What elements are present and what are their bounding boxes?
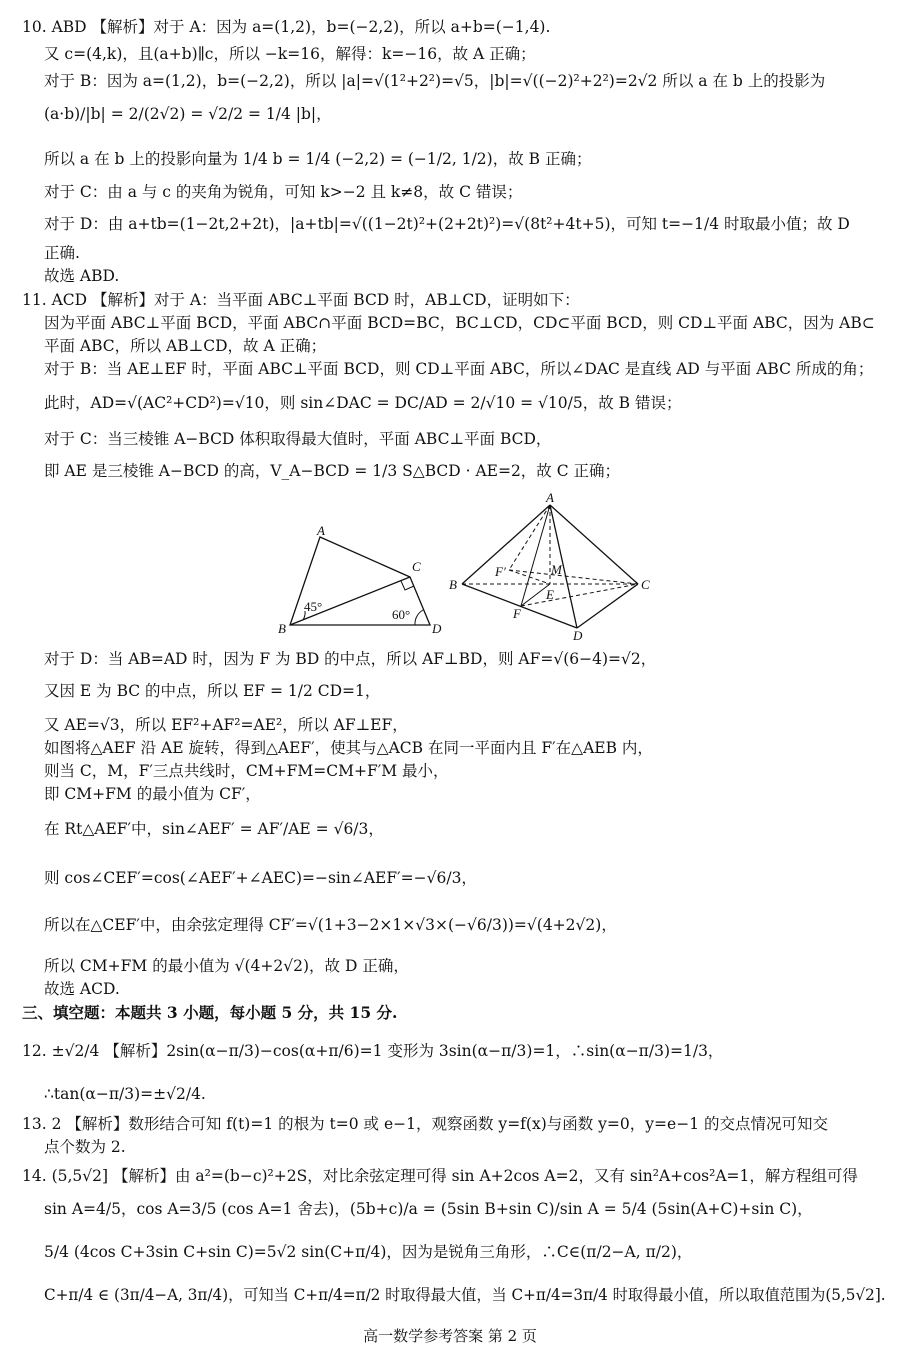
page-footer: 高一数学参考答案 第 2 页 — [363, 1327, 537, 1345]
label-m: M — [551, 562, 562, 577]
q11-line-7: 即 AE 是三棱锥 A−BCD 的高，V_A−BCD = 1/3 S△BCD · AE=2，故 C 正确； — [44, 462, 621, 480]
hidden-segment-fc — [521, 584, 638, 606]
q10-line-4: (a·b)/|b| = 2/(2√2) = √2/2 = 1/4 |b|， — [44, 105, 332, 123]
q11-line-2: 因为平面 ABC⊥平面 BCD，平面 ABC∩平面 BCD=BC，BC⊥CD，CD⊂平面 BCD，则 CD⊥平面 ABC，因为 AB⊂ — [44, 314, 875, 332]
angle-d-label: 60° — [392, 607, 411, 622]
label-f: F — [513, 606, 521, 621]
q11-line-12: 则当 C，M，F′三点共线时，CM+FM=CM+F′M 最小， — [44, 762, 449, 780]
q10-line-7: 对于 D：由 a+tb=(1−2t,2+2t)，|a+tb|=√((1−2t)²+(2+2t)²)=√(8t²+4t+5)，可知 t=−1/4 时取最小值；故 D — [44, 215, 850, 233]
edge-ac — [550, 505, 638, 584]
q11-line-6: 对于 C：当三棱锥 A−BCD 体积取得最大值时，平面 ABC⊥平面 BCD， — [44, 430, 552, 448]
q11-line-4: 对于 B：当 AE⊥EF 时，平面 ABC⊥平面 BCD，则 CD⊥平面 ABC，所以∠DAC 是直线 AD 与平面 ABC 所成的角； — [44, 360, 874, 378]
label-b: B — [278, 621, 286, 636]
q13-line-1: 13. 2 【解析】数形结合可知 f(t)=1 的根为 t=0 或 e−1，观察函数 y=f(x)与函数 y=0，y=e−1 的交点情况可知交 — [22, 1115, 828, 1133]
q11-line-11: 如图将△AEF 沿 AE 旋转，得到△AEF′，使其与△ACB 在同一平面内且 F′在△AEB 内， — [44, 739, 653, 757]
q11-line-9: 又因 E 为 BC 的中点，所以 EF = 1/2 CD=1， — [44, 682, 381, 700]
label-b: B — [449, 577, 457, 592]
angle-d-arc — [415, 610, 423, 625]
q13-line-2: 点个数为 2. — [44, 1138, 126, 1156]
edge-ab — [462, 505, 550, 584]
q10-line-2: 又 c=(4,k)，且(a+b)∥c，所以 −k=16，解得：k=−16，故 A 正确； — [44, 45, 536, 63]
label-a: A — [317, 525, 325, 538]
q11-line-16: 所以在△CEF′中，由余弦定理得 CF′=√(1+3−2×1×√3×(−√6/3))=√(4+2√2)， — [44, 916, 617, 934]
label-c: C — [412, 559, 421, 574]
q10-line-8: 正确. — [44, 244, 80, 262]
hidden-segment-f-prime-e — [509, 570, 550, 584]
q14-line-3: 5/4 (4cos C+3sin C+sin C)=5√2 sin(C+π/4)，因为是锐角三角形，∴C∈(π/2−A, π/2)， — [44, 1243, 693, 1261]
label-c: C — [641, 577, 650, 592]
q12-line-1: 12. ±√2/4 【解析】2sin(α−π/3)−cos(α+π/6)=1 变形为 3sin(α−π/3)=1，∴sin(α−π/3)=1/3， — [22, 1042, 724, 1060]
label-d: D — [432, 621, 442, 636]
q11-line-1: 11. ACD 【解析】对于 A：当平面 ABC⊥平面 BCD 时，AB⊥CD，证明如下： — [22, 291, 580, 309]
hidden-segment-af-prime — [509, 505, 550, 570]
label-e: E — [546, 587, 554, 602]
tetrahedron-figure — [445, 490, 655, 642]
q11-line-18: 故选 ACD. — [44, 980, 120, 998]
q10-line-3: 对于 B：因为 a=(1,2)，b=(−2,2)，所以 |a|=√(1²+2²)=√5，|b|=√((−2)²+2²)=2√2 所以 a 在 b 上的投影为 — [44, 72, 826, 90]
q11-line-15: 则 cos∠CEF′=cos(∠AEF′+∠AEC)=−sin∠AEF′=−√6/3， — [44, 869, 477, 887]
q11-line-14: 在 Rt△AEF′中，sin∠AEF′ = AF′/AE = √6/3， — [44, 820, 384, 838]
q10-line-6: 对于 C：由 a 与 c 的夹角为锐角，可知 k>−2 且 k≠8，故 C 错误； — [44, 183, 523, 201]
section-3-heading: 三、填空题：本题共 3 小题，每小题 5 分，共 15 分. — [22, 1003, 398, 1022]
q11-line-5: 此时，AD=√(AC²+CD²)=√10，则 sin∠DAC = DC/AD = 2/√10 = √10/5，故 B 错误； — [44, 394, 682, 412]
q11-line-10: 又 AE=√3，所以 EF²+AF²=AE²，所以 AF⊥EF， — [44, 716, 408, 734]
q11-line-13: 即 CM+FM 的最小值为 CF′， — [44, 785, 261, 803]
q11-line-8: 对于 D：当 AB=AD 时，因为 F 为 BD 的中点，所以 AF⊥BD，则 AF=√(6−4)=√2， — [44, 650, 657, 668]
q12-line-2: ∴tan(α−π/3)=±√2/4. — [44, 1085, 206, 1103]
q10-line-9: 故选 ABD. — [44, 267, 120, 285]
label-a: A — [546, 490, 554, 505]
label-d: D — [573, 628, 583, 642]
label-f-prime: F′ — [495, 564, 506, 579]
q14-line-2: sin A=4/5，cos A=3/5 (cos A=1 舍去)，(5b+c)/a = (5sin B+sin C)/sin A = 5/4 (5sin(A+C)+sin C)， — [44, 1200, 813, 1218]
q14-line-1: 14. (5,5√2] 【解析】由 a²=(b−c)²+2S，对比余弦定理可得 sin A+2cos A=2，又有 sin²A+cos²A=1，解方程组可得 — [22, 1167, 858, 1185]
q10-line-1: 10. ABD 【解析】对于 A：因为 a=(1,2)，b=(−2,2)，所以 a+b=(−1,4). — [22, 18, 551, 36]
quadrilateral-figure — [270, 525, 450, 640]
q11-line-3: 平面 ABC，所以 AB⊥CD，故 A 正确； — [44, 337, 327, 355]
edge-cd — [577, 584, 638, 628]
q10-line-5: 所以 a 在 b 上的投影向量为 1/4 b = 1/4 (−2,2) = (−1/2, 1/2)，故 B 正确； — [44, 150, 592, 168]
angle-b-label: 45° — [304, 599, 323, 614]
q11-line-17: 所以 CM+FM 的最小值为 √(4+2√2)，故 D 正确， — [44, 957, 409, 975]
q14-line-4: C+π/4 ∈ (3π/4−A, 3π/4)，可知当 C+π/4=π/2 时取得最大值，当 C+π/4=3π/4 时取得最小值，所以取值范围为(5,5√2]. — [44, 1286, 886, 1304]
